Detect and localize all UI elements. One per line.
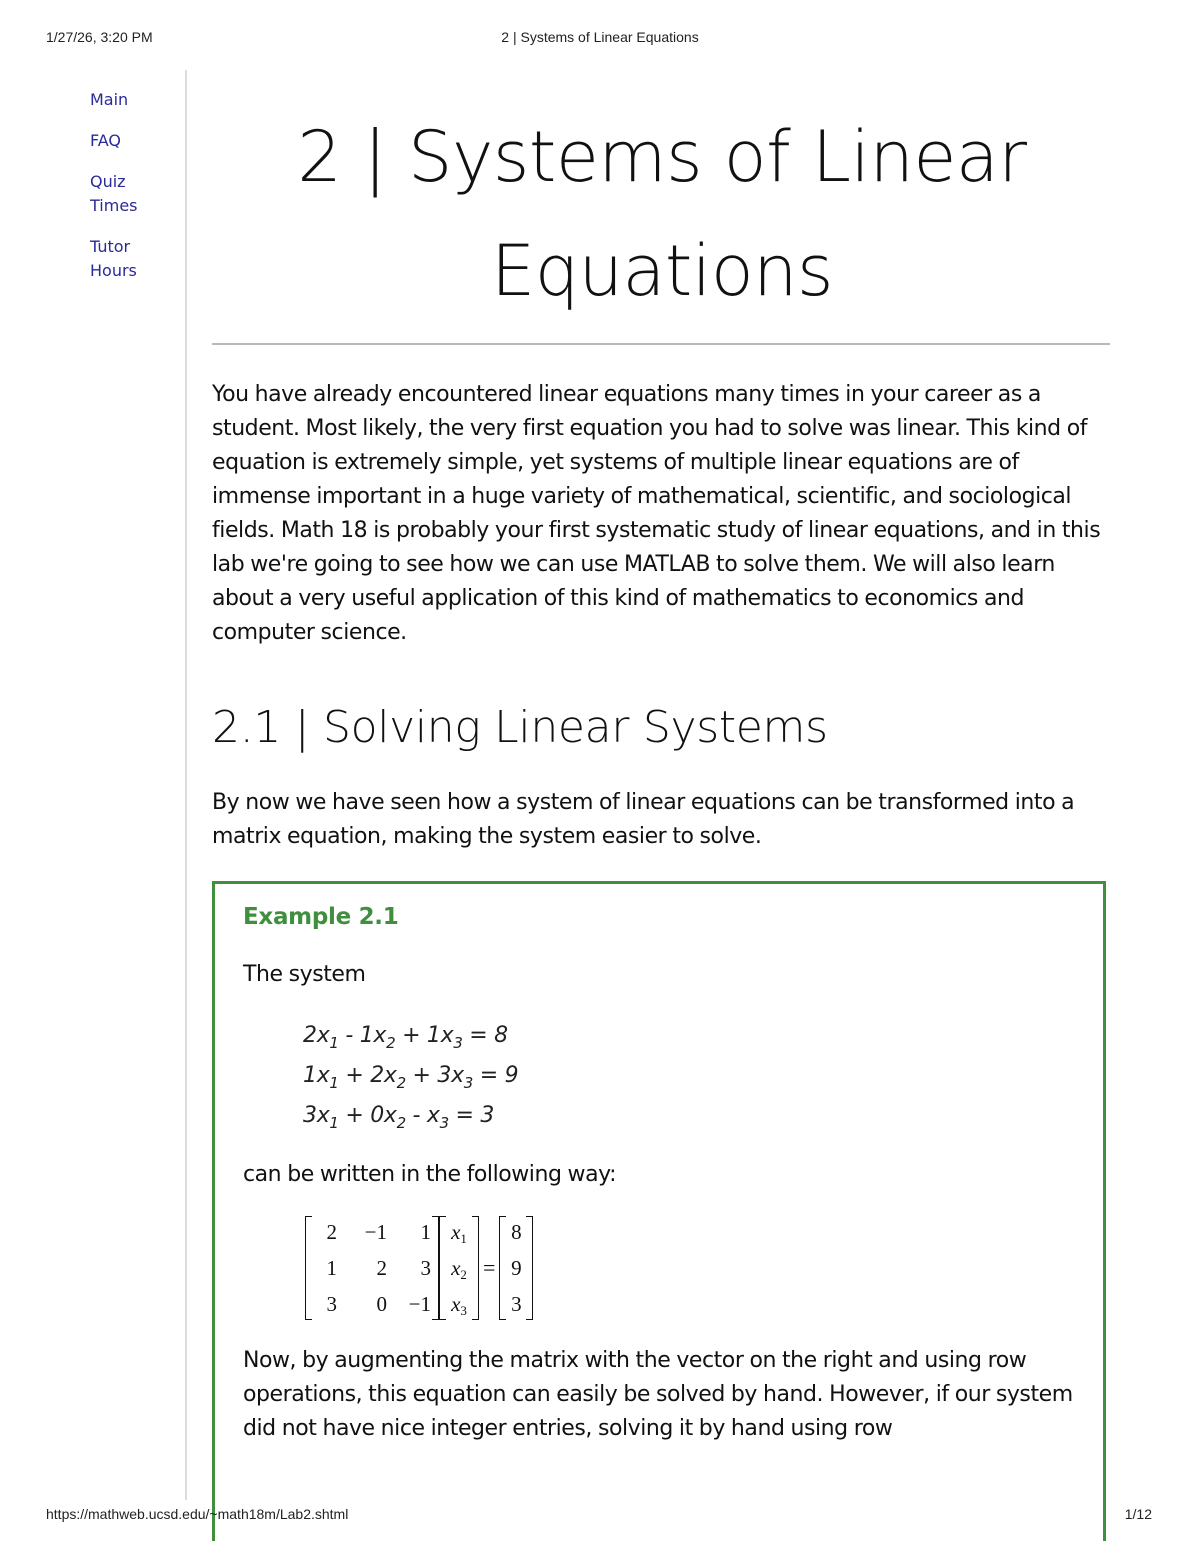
- vector-cell: 3: [511, 1292, 522, 1316]
- matrix-cell: 1: [326, 1256, 337, 1280]
- page-title: [212, 100, 1112, 328]
- variable-vector: [439, 1214, 479, 1322]
- sidebar-item-main[interactable]: Main: [90, 90, 129, 109]
- sidebar-item-faq[interactable]: FAQ: [90, 131, 121, 150]
- sidebar-item-tutor-hours[interactable]: Tutor Hours: [90, 237, 137, 280]
- rhs-vector: [499, 1214, 533, 1322]
- sidebar-divider: [185, 70, 187, 1500]
- page-title-line1: 2 | Systems of Linear: [297, 116, 1027, 198]
- intro-paragraph: You have already encountered linear equations many times in your career as a student. Most likely, the very first equation you had to solve was linear. This kind of equation is extremely simple, yet systems of multiple linear equations are of immense important in a huge variety of mathematical, scientific, and sociological fields. Math 18 is probably your first systematic study of linear equations, and in this lab we're going to see how we can use MATLAB to solve them. We will also learn about a very useful application of this kind of mathematics to economics and computer science.: [212, 382, 1101, 645]
- matrix-cell: −1: [364, 1220, 387, 1244]
- print-header: [0, 29, 1200, 49]
- matrix-cell: 2: [326, 1220, 337, 1244]
- example-box: [212, 881, 1106, 1541]
- main-content: [212, 100, 1112, 1541]
- section-paragraph: By now we have seen how a system of linear equations can be transformed into a matrix equation, making the system easier to solve.: [212, 790, 1075, 849]
- coefficient-matrix: [305, 1214, 439, 1322]
- matrix-equation: [305, 1214, 1075, 1322]
- print-page-title: 2 | Systems of Linear Equations: [501, 29, 699, 45]
- matrix-cell: 2: [376, 1256, 387, 1280]
- vector-cell: 8: [511, 1220, 522, 1244]
- equation-system: [303, 1016, 1075, 1136]
- section-heading: 2.1 | Solving Linear Systems: [212, 702, 828, 753]
- vector-cell: $x_1$: [451, 1220, 467, 1246]
- print-footer: [0, 1506, 1200, 1526]
- vector-cell: $x_2$: [451, 1256, 467, 1282]
- example-lead: The system: [243, 962, 366, 987]
- title-divider: [212, 343, 1110, 345]
- equation-row: $1x_1 + 2x_2 + 3x_3 = 9$: [303, 1063, 519, 1092]
- print-page-number: 1/12: [1124, 1506, 1152, 1522]
- page-title-line2: Equations: [491, 230, 833, 312]
- matrix-cell: 1: [420, 1220, 431, 1244]
- print-url: https://mathweb.ucsd.edu/~math18m/Lab2.shtml: [46, 1506, 349, 1522]
- example-explanation: Now, by augmenting the matrix with the vector on the right and using row operations, this equation can easily be solved by hand. However, if our system did not have nice integer entries, solving it by hand using row: [243, 1348, 1073, 1441]
- matrix-cell: 3: [420, 1256, 431, 1280]
- sidebar-item-quiz-times[interactable]: Quiz Times: [90, 172, 138, 215]
- sidebar-nav: [90, 88, 170, 300]
- example-following-text: can be written in the following way:: [243, 1162, 617, 1187]
- equation-row: $3x_1 + 0x_2 - x_3 = 3$: [303, 1103, 495, 1132]
- matrix-cell: 0: [376, 1292, 387, 1316]
- vector-cell: 9: [511, 1256, 522, 1280]
- example-title: Example 2.1: [243, 904, 399, 930]
- matrix-cell: −1: [408, 1292, 431, 1316]
- equation-row: $2x_1 - 1x_2 + 1x_3 = 8$: [303, 1023, 508, 1052]
- print-datetime: 1/27/26, 3:20 PM: [46, 29, 153, 45]
- equals-sign: =: [483, 1255, 496, 1280]
- vector-cell: $x_3$: [451, 1292, 467, 1318]
- matrix-cell: 3: [326, 1292, 337, 1316]
